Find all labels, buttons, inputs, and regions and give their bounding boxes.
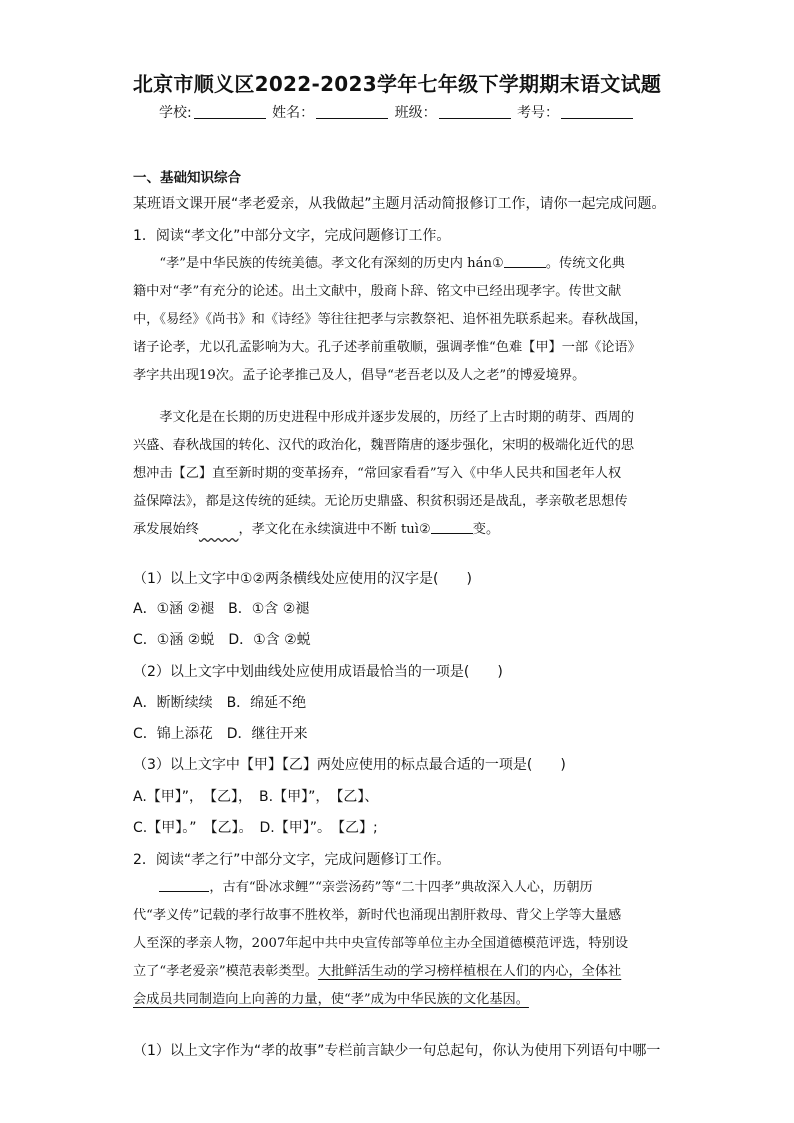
passage-line: 孝字共出现19次。孟子论孝推己及人，倡导“老吾老以及人之老”的博爱境界。: [133, 368, 586, 383]
passage-line: 想冲击【乙】直至新时期的变革扬弃，“常回家看看”写入《中华人民共和国老年人权: [133, 466, 622, 481]
q1-sub3-options-ab[interactable]: A.【甲】”， 【乙】， B.【甲】”， 【乙】、: [133, 789, 379, 805]
q1-passage-1: [133, 250, 661, 390]
school-field[interactable]: [194, 104, 266, 119]
name-label: 姓名：: [272, 105, 315, 121]
blank-2[interactable]: [431, 521, 473, 534]
q1-passage-2: [133, 404, 661, 544]
name-field[interactable]: [316, 104, 388, 119]
q1-sub2-options-cd[interactable]: C．锦上添花 D．继往开来: [133, 726, 308, 742]
section-intro: 某班语文课开展“孝老爱亲，从我做起”主题月活动简报修订工作，请你一起完成问题。: [133, 196, 666, 212]
number-field[interactable]: [561, 104, 633, 119]
passage-line: “孝”是中华民族的传统美德。孝文化有深刻的历史内 hán① 。传统文化典: [133, 256, 625, 271]
student-info-row: [0, 102, 794, 122]
q1-sub2-options-ab[interactable]: A．断断续续 B．绵延不绝: [133, 695, 307, 711]
passage-line: 会成员共同制造向上向善的力量，使“孝”成为中华民族的文化基因。: [133, 992, 529, 1007]
q1-sub3: （3）以上文字中【甲】【乙】两处应使用的标点最合适的一项是( ): [133, 757, 566, 773]
passage-line: 代“孝义传”记载的孝行故事不胜枚举，新时代也涌现出割肝救母、背父上学等大量感: [133, 908, 622, 923]
section-heading: 一、基础知识综合: [133, 170, 241, 186]
number-label: 考号：: [517, 105, 560, 121]
wavy-blank[interactable]: [199, 522, 239, 537]
question-1-prompt: 1．阅读“孝文化”中部分文字，完成问题修订工作。: [133, 228, 451, 244]
passage-line: 人至深的孝亲人物，2007年起中共中央宣传部等单位主办全国道德模范评选，特别设: [133, 936, 629, 951]
passage-line: 诸子论孝，尤以孔孟影响为大。孔子述孝前重敬顺，强调孝惟“色难【甲】一部《论语》: [133, 340, 641, 355]
passage-line: ，古有“卧冰求鲤”“亲尝汤药”等“二十四孝”典故深入人心，历朝历: [133, 874, 661, 902]
q2-passage: [133, 874, 661, 1014]
school-label: 学校:: [158, 105, 192, 121]
question-2-prompt: 2．阅读“孝之行”中部分文字，完成问题修订工作。: [133, 852, 451, 868]
q2-sub1: （1）以上文字作为“孝的故事”专栏前言缺少一句总起句，你认为使用下列语句中哪一: [133, 1043, 661, 1059]
blank-1[interactable]: [504, 255, 546, 268]
q1-sub2: （2）以上文字中划曲线处应使用成语最恰当的一项是( ): [133, 664, 503, 680]
passage-line: 立了“孝老爱亲”模范表彰类型。大批鲜活生动的学习榜样植根在人们的内心，全体社: [133, 964, 622, 979]
passage-line: 兴盛、春秋战国的转化、汉代的政治化，魏晋隋唐的逐步强化，宋明的极端化近代的思: [133, 438, 635, 453]
q1-sub1-options-ab[interactable]: A．①涵 ②褪 B．①含 ②褪: [133, 601, 310, 617]
passage-line: 益保障法》，都是这传统的延续。无论历史鼎盛、积贫积弱还是战乱，孝亲敬老思想传: [133, 494, 628, 509]
class-field[interactable]: [439, 104, 511, 119]
class-label: 班级：: [394, 105, 437, 121]
q1-sub1: （1）以上文字中①②两条横线处应使用的汉字是( ): [133, 571, 472, 587]
passage-line: 孝文化是在长期的历史进程中形成并逐步发展的，历经了上古时期的萌芽、西周的: [133, 410, 635, 425]
page-title: 北京市顺义区2022-2023学年七年级下学期期末语文试题: [132, 72, 662, 96]
passage-line: 籍中对“孝”有充分的论述。出土文献中，殷商卜辞、铭文中已经出现孝字。传世文献: [133, 284, 622, 299]
passage-line: 中，《易经》《尚书》和《诗经》等往往把孝与宗教祭祀、追怀祖先联系起来。春秋战国，: [133, 312, 648, 327]
q1-sub3-options-cd[interactable]: C.【甲】。” 【乙】。 D.【甲】”。 【乙】;: [133, 820, 378, 836]
passage-line: 承发展始终 ，孝文化在永续演进中不断 tuì② 变。: [133, 522, 500, 537]
blank-3[interactable]: [159, 879, 209, 892]
q1-sub1-options-cd[interactable]: C．①涵 ②蜕 D．①含 ②蜕: [133, 632, 311, 648]
